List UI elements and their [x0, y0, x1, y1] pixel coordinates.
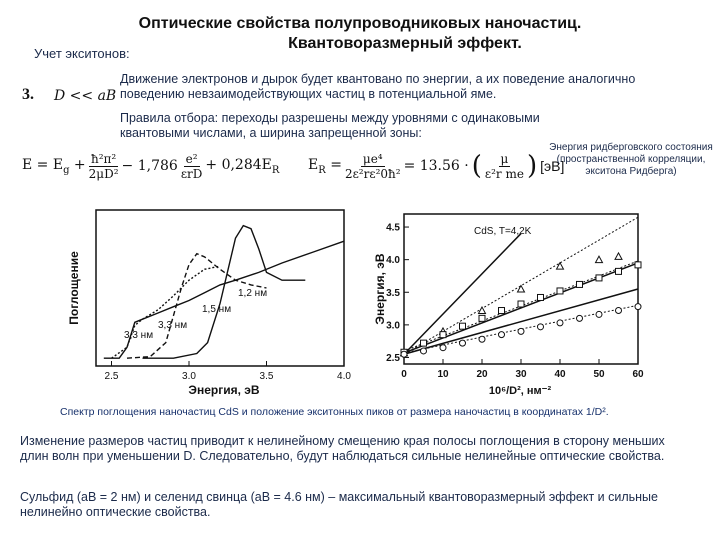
- energy-point-circle: [557, 320, 563, 326]
- energy-y-tick-label: 3.0: [386, 320, 400, 332]
- energy-point-circle: [421, 348, 427, 354]
- energy-y-tick-label: 2.5: [386, 352, 400, 364]
- energy-point-circle: [460, 340, 466, 346]
- formula-right-mid: = 13.56 ·: [403, 158, 469, 174]
- label-1-2nm: 1,2 нм: [238, 288, 268, 299]
- energy-point-square: [616, 268, 622, 274]
- energy-x-tick-label: 40: [554, 369, 566, 380]
- figure-caption: Спектр поглощения наночастиц CdS и положение экситонных пиков от размера наночастиц в координатах 1/D².: [60, 406, 609, 418]
- energy-point-triangle: [479, 307, 486, 314]
- energy-point-square: [479, 315, 485, 321]
- energy-x-tick-label: 20: [476, 369, 488, 380]
- energy-trend-line: [412, 217, 638, 349]
- formula-left-op1: − 1,786: [121, 158, 178, 174]
- page-title: [60, 14, 660, 54]
- absorption-y-label: Поглощение: [67, 251, 81, 325]
- energy-point-square: [538, 294, 544, 300]
- energy-point-square: [635, 262, 641, 268]
- energy-y-label: Энергия, эВ: [373, 253, 387, 325]
- title-line-2: Квантоворазмерный эффект.: [288, 35, 522, 52]
- energy-x-tick-label: 50: [593, 369, 605, 380]
- energy-point-circle: [440, 345, 446, 351]
- absorption-chart: [64, 204, 354, 400]
- energy-annotation: CdS, T=4,2K: [474, 226, 532, 237]
- formula-left-frac2-num: e²: [185, 151, 198, 166]
- energy-y-tick-label: 4.0: [386, 255, 400, 267]
- formula-right: $E_R$ = $\frac{\text{μe⁴}}{\text{2ε²rε²0ħ²}}$ = 13.56 · ( $\frac{\mu}{\text{ε²r me}}$ ) [эВ]: [308, 151, 565, 181]
- absorption-x-tick-label: 3.0: [182, 371, 196, 382]
- energy-chart: [370, 204, 670, 400]
- energy-x-tick-label: 60: [632, 369, 644, 380]
- energy-point-circle: [518, 328, 524, 334]
- energy-point-triangle: [615, 253, 622, 260]
- energy-y-tick-label: 3.5: [386, 287, 400, 299]
- energy-point-circle: [635, 304, 641, 310]
- formula-right-unit: [эВ]: [540, 158, 565, 174]
- energy-fit-line: [404, 263, 638, 353]
- formula-left: $E = E_g$ + $\frac{\text{ħ²π²}}{\text{2μD²}}$ − 1,786 e² εrD + $0,284E_R$: [22, 151, 280, 181]
- formula-right-lhs: E: [308, 156, 319, 173]
- formula-right-frac-num: μe⁴: [362, 151, 383, 166]
- energy-point-triangle: [596, 256, 603, 263]
- formula-left-lhs: E = E: [22, 156, 64, 173]
- energy-point-square: [596, 275, 602, 281]
- energy-x-tick-label: 10: [437, 369, 449, 380]
- energy-point-square: [518, 301, 524, 307]
- energy-point-circle: [479, 336, 485, 342]
- selection-rule: Правила отбора: переходы разрешены между уровнями с одинаковыми квантовыми числами, а ширина запрещенной зоны:: [120, 111, 540, 140]
- absorption-x-label: Энергия, эВ: [188, 383, 260, 397]
- title-line-1: Оптические свойства полупроводниковых наночастиц.: [138, 15, 582, 32]
- formula-left-op2-sub: R: [271, 164, 280, 176]
- subtitle: Учет экситонов:: [34, 46, 130, 61]
- intro-text: Движение электронов и дырок будет квантовано по энергии, а их поведение аналогично поведению невзаимодействующих частиц в потенциальной яме.: [120, 72, 636, 101]
- formula-left-lhs-sub: g: [63, 164, 70, 176]
- energy-x-tick-label: 0: [401, 369, 407, 380]
- final-text: Сульфид (aB = 2 нм) и селенид свинца (aB = 4.6 нм) – максимальный квантоворазмерный эффект и сильные нелинейно оптические свойства.: [20, 490, 658, 519]
- formula-left-frac2-den: εrD: [180, 166, 203, 181]
- conclusion-text: Изменение размеров частиц приводит к нелинейному смещению края полосы поглощения в сторону меньших длин волн при уменьшении D. Следовательно, будут наблюдаться сильные нелинейные оптические свойства.: [20, 434, 665, 463]
- energy-point-circle: [596, 311, 602, 317]
- energy-point-circle: [616, 308, 622, 314]
- energy-point-square: [421, 340, 427, 346]
- energy-y-tick-label: 4.5: [386, 222, 400, 234]
- label-3-3nm-b: 3,3 нм: [158, 320, 188, 331]
- energy-point-circle: [401, 351, 407, 357]
- formula-right-paren-num: μ: [500, 151, 509, 166]
- energy-point-circle: [538, 324, 544, 330]
- energy-point-square: [440, 332, 446, 338]
- formula-right-lhs-sub: R: [318, 164, 326, 176]
- energy-point-circle: [577, 315, 583, 321]
- formula-left-frac1-num: ħ²π²: [90, 151, 117, 166]
- formula-left-frac1-den: 2μD²: [88, 166, 119, 181]
- energy-point-square: [577, 281, 583, 287]
- energy-fit-line: [404, 289, 638, 354]
- energy-point-square: [499, 308, 505, 314]
- energy-point-triangle: [518, 286, 525, 293]
- absorption-x-tick-label: 4.0: [337, 371, 351, 382]
- energy-point-circle: [499, 332, 505, 338]
- energy-point-triangle: [557, 263, 564, 270]
- energy-x-tick-label: 30: [515, 369, 527, 380]
- energy-point-square: [460, 323, 466, 329]
- formula-right-paren-den: ε²r me: [484, 166, 524, 181]
- absorption-series-line: [127, 254, 267, 359]
- label-1-5nm: 1,5 нм: [202, 304, 232, 315]
- absorption-x-tick-label: 3.5: [259, 371, 274, 382]
- absorption-x-tick-label: 2.5: [104, 371, 119, 382]
- formula-left-op2: + 0,284E: [205, 156, 272, 173]
- item-number: 3.: [22, 86, 34, 103]
- condition: D << aB: [54, 88, 117, 104]
- formula-right-frac-den: 2ε²rε²0ħ²: [344, 166, 401, 181]
- energy-point-square: [557, 288, 563, 294]
- rydberg-note: Энергия ридберговского состояния (пространственной корреляции, экситона Ридберга): [549, 142, 713, 177]
- energy-x-label: 10⁶/D², нм⁻²: [488, 385, 552, 397]
- absorption-plot-frame: [96, 210, 344, 366]
- label-3-3nm-a: 3,3 нм: [124, 330, 154, 341]
